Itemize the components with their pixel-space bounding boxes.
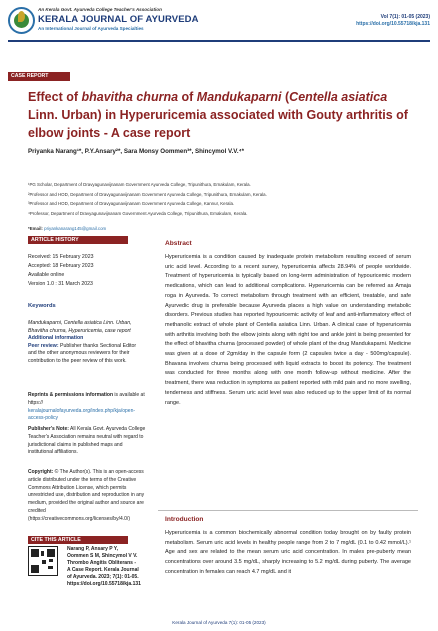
citation-text: Narang P, Ansary P Y, Oommen S M, Shincymol V V. Thrombo Angitis Obliterans - A Case Report. Kerala Journal of Ayurveda. 2023; 7(1): 01-05. https://doi.org/10.55718/kja.131 bbox=[67, 546, 141, 588]
volume-info: Vol 7(1): 01-05 (2023) bbox=[380, 14, 430, 20]
title-part-1: Effect of bbox=[28, 90, 82, 104]
journal-tagline: An International Journal of Ayurveda Specialties bbox=[38, 26, 144, 31]
introduction-text: Hyperuricemia is a common biochemically abnormal condition today brought on by faulty protein metabolism. Serum uric acid levels in healthy people range from 2 to 7 mg/dL (0.1 to 0.42 mmol/L).¹ Age and sex are related to the mean serum uric acid concentration. In males pre-puberty mean concentrations over around 3.5 mg/dL, sharply increasing to 5.2 mg/dL during puberty. The average concentration in females can reach 4.7 mg/dL and it bbox=[165, 530, 411, 575]
affiliation-4: ⁴Professor, Department of Dravyagunavijnanam Government Ayurveda College, Tripunithura, Ernakulam, Kerala. bbox=[28, 211, 248, 217]
doi-link[interactable]: https://doi.org/10.55718/kja.131 bbox=[356, 21, 430, 27]
reprints-link[interactable]: keralajournalofayurveda.org/index.php/kja/open-access-policy bbox=[28, 407, 136, 422]
abstract-heading: Abstract bbox=[165, 240, 192, 247]
affiliation-3: ³Professor and HOD, Department of Dravyagunavijnanam Government Ayurveda College, Kannur, Kerala. bbox=[28, 201, 235, 207]
reprints-text: is available at https:// bbox=[28, 392, 145, 406]
available-online: Available online bbox=[28, 272, 65, 278]
copyright-label: Copyright: bbox=[28, 469, 54, 475]
email-label: *Email: bbox=[28, 226, 43, 231]
title-part-3: of bbox=[178, 90, 197, 104]
author-list: Priyanka Narang¹*, P.Y.Ansary²*, Sara Monsy Oommen³*, Shincymol V.V.⁴* bbox=[28, 148, 245, 155]
keywords-header: Keywords bbox=[28, 303, 56, 309]
peer-review-text: Publisher thanks Sectional Editor and the other anonymous reviewers for their contribution to the peer review of this work. bbox=[28, 342, 137, 364]
publisher-note-label: Publisher's Note: bbox=[28, 426, 69, 432]
accepted-date: Accepted: 18 February 2023 bbox=[28, 263, 94, 269]
keywords-list: Mandukaparni, Centella asiatica Linn. Urban, Bhavitha churna, Hyperuricemia, case report bbox=[28, 320, 132, 334]
header-rule bbox=[8, 40, 430, 42]
additional-info-header: Additional information bbox=[28, 335, 84, 342]
keywords-block bbox=[28, 320, 144, 366]
affiliation-2: ²Professor and HOD, Department of Dravyagunavijnanam Government Ayurveda College, Tripunithura, Ernakulam, Kerala. bbox=[28, 191, 267, 197]
journal-name: KERALA JOURNAL OF AYURVEDA bbox=[38, 14, 199, 25]
affiliation-1: ¹PG Scholar, Department of Dravyagunavijnanam Government Ayurveda College, Tripunithura, Ernakulam, Kerala. bbox=[28, 182, 251, 187]
copyright-notice bbox=[28, 469, 146, 524]
reprints-label: Reprints & permissions information bbox=[28, 392, 114, 398]
reprints-info bbox=[28, 392, 146, 423]
journal-logo bbox=[8, 7, 35, 34]
qr-code-icon bbox=[28, 546, 58, 576]
article-history bbox=[28, 253, 138, 289]
article-history-header: ARTICLE HISTORY bbox=[28, 236, 128, 244]
email-link[interactable]: priyankanarang145@gmail.com bbox=[44, 226, 107, 231]
title-part-7: Linn. Urban) in Hyperuricemia associated with Gouty arthritis of elbow joints - A case report bbox=[28, 108, 408, 140]
affiliations bbox=[28, 180, 418, 219]
title-part-2: bhavitha churna bbox=[81, 90, 179, 104]
article-title bbox=[28, 88, 420, 142]
section-divider bbox=[158, 510, 418, 511]
association-line: An Kerala Govt. Ayurveda College Teacher's Association bbox=[38, 7, 162, 12]
logo-leaf-icon bbox=[18, 11, 25, 22]
corresponding-email bbox=[28, 226, 106, 231]
peer-review-note bbox=[28, 343, 144, 366]
title-part-4: Mandukaparni bbox=[196, 90, 282, 104]
cite-header: CITE THIS ARTICLE bbox=[28, 536, 128, 544]
page-footer: Kerala Journal of Ayurveda 7(1): 01-05 (2023) bbox=[172, 620, 266, 625]
publisher-note-text: All Kerala Govt. Ayurveda College Teacher's Association remains neutral with regard to jurisdictional claims in published maps and institutional affiliations. bbox=[28, 426, 146, 456]
title-part-5: ( bbox=[281, 90, 290, 104]
abstract-text: Hyperuricemia is a condition caused by inadequate protein metabolism resulting exceed of serum uric acid level. According to a recent survey, hyperuricemia affects 28.94% of people worldwide. Treatment of hyperuricemia is typically based on long-term administration of hypouricemic modern medications, which can lead to additional complications. Hyperuricemia can be referred as Amaja roga in Ayurveda. To correct metabolism through treatment with an efficient, treatable, and safe Ayurvedic drug is preferable because Ayurveda places a high value on understanding metabolic disorders. Previous studies has reported hypouricemic activity of leaf and anti-inflammatory effect of methanolic extract of whole plant of Centella asiatica Linn. Urban. A clinical case of hyperuricemia with arthritis involving both the elbow joints along with right toe and ankle joint is being presented for the effect of bhavitha churna (processed powder) of whole plant of the drug Mandukaparni. Medicine was given at a dose of 2gm/day in the capsule form (2 capsules twice a day - 500mg/capsule). Bhavana involves churna being processed with liquid extracts to boost its potency. The treatment was conducted for three months along with one month follow-up without medicine. After the treatment, there was reduction in symptoms as patient reported with mild pain and no more swelling, tenderness and stiffness. Serum uric acid level was also reduced up to the upper limit of its normal range. bbox=[165, 254, 411, 406]
peer-review-label: Peer review: bbox=[28, 342, 59, 349]
received-date: Received: 15 February 2023 bbox=[28, 254, 94, 260]
article-type-badge: CASE REPORT bbox=[8, 72, 70, 81]
publisher-note bbox=[28, 426, 146, 457]
title-part-6: Centella asiatica bbox=[289, 90, 388, 104]
introduction-heading: Introduction bbox=[165, 516, 204, 523]
version-info: Version 1.0 : 31 March 2023 bbox=[28, 281, 93, 287]
copyright-text: © The Author(s). This is an open-access article distributed under the terms of the Creative Commons Attribution License, which permits unrestricted use, distribution and reproduction in any medium, provided the original author and source are credited (https://creativecommons.org/licenses/by/4.0/) bbox=[28, 469, 145, 522]
